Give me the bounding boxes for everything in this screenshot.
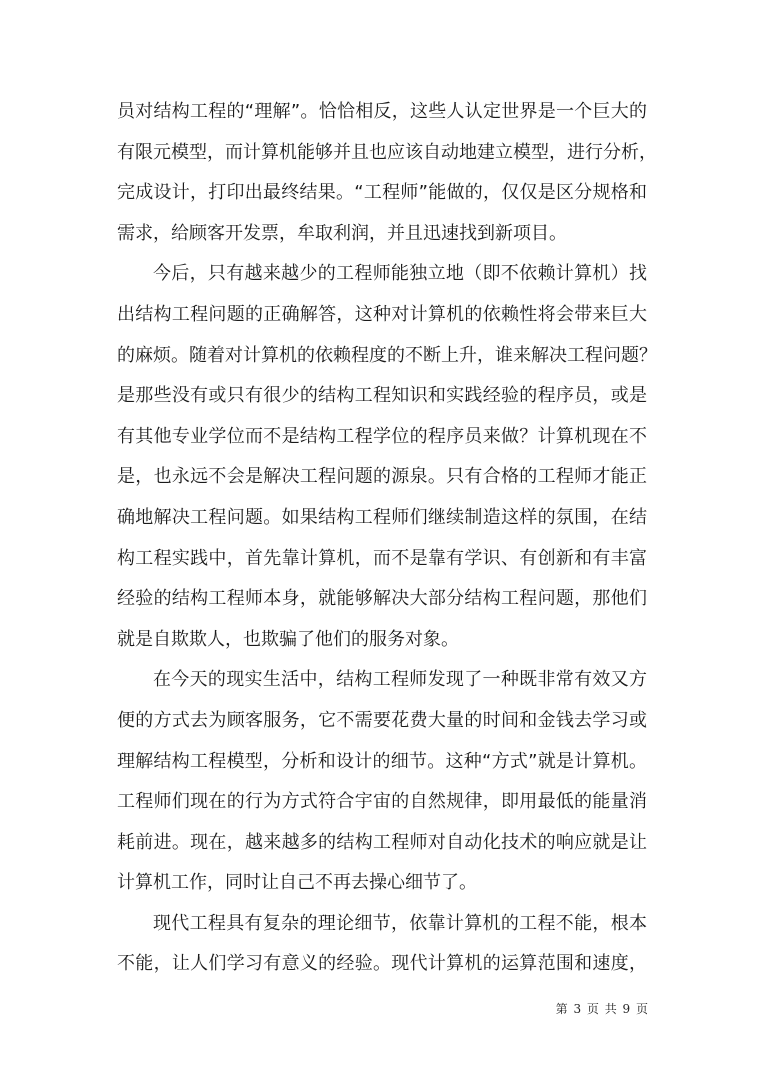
text-line: 确地解决工程问题。如果结构工程师们继续制造这样的氛围，在结 — [117, 506, 647, 528]
text-line: 是，也永远不会是解决工程问题的源泉。只有合格的工程师才能正 — [117, 466, 647, 488]
text-line: 出结构工程问题的正确解答，这种对计算机的依赖性将会带来巨大 — [117, 303, 647, 325]
text-line: 耗前进。现在，越来越多的结构工程师对自动化技术的响应就是让 — [117, 831, 647, 853]
text-line: 构工程实践中，首先靠计算机，而不是靠有学识、有创新和有丰富 — [117, 547, 647, 569]
text-line: 现代工程具有复杂的理论细节，依靠计算机的工程不能，根本 — [153, 912, 647, 934]
text-line: 有限元模型，而计算机能够并且也应该自动地建立模型，进行分析， — [117, 141, 657, 163]
text-line: 计算机工作，同时让自己不再去操心细节了。 — [117, 872, 477, 894]
text-line: 不能，让人们学习有意义的经验。现代计算机的运算范围和速度， — [117, 953, 647, 975]
text-line: 在今天的现实生活中，结构工程师发现了一种既非常有效又方 — [153, 669, 647, 691]
text-line: 完成设计，打印出最终结果。“工程师”能做的，仅仅是区分规格和 — [117, 182, 647, 204]
text-line: 需求，给顾客开发票，牟取利润，并且迅速找到新项目。 — [117, 222, 567, 244]
text-line: 有其他专业学位而不是结构工程学位的程序员来做？计算机现在不 — [117, 425, 647, 447]
text-line: 便的方式去为顾客服务，它不需要花费大量的时间和金钱去学习或 — [117, 709, 647, 731]
document-body — [117, 97, 657, 990]
paragraph — [117, 665, 647, 909]
text-line: 就是自欺欺人，也欺骗了他们的服务对象。 — [117, 628, 459, 650]
paragraph — [117, 97, 657, 259]
text-line: 今后，只有越来越少的工程师能独立地（即不依赖计算机）找 — [153, 263, 647, 285]
text-line: 经验的结构工程师本身，就能够解决大部分结构工程问题，那他们 — [117, 588, 647, 610]
text-line: 员对结构工程的“理解”。恰恰相反，这些人认定世界是一个巨大的 — [117, 101, 647, 122]
text-line: 工程师们现在的行为方式符合宇宙的自然规律，即用最低的能量消 — [117, 791, 647, 813]
page-number: 第 3 页 共 9 页 — [555, 1002, 648, 1016]
text-line: 的麻烦。随着对计算机的依赖程度的不断上升，谁来解决工程问题？ — [117, 344, 657, 366]
text-line: 是那些没有或只有很少的结构工程知识和实践经验的程序员，或是 — [117, 385, 647, 407]
paragraph — [117, 259, 657, 665]
text-line: 理解结构工程模型，分析和设计的细节。这种“方式”就是计算机。 — [117, 750, 647, 772]
paragraph — [117, 909, 647, 990]
